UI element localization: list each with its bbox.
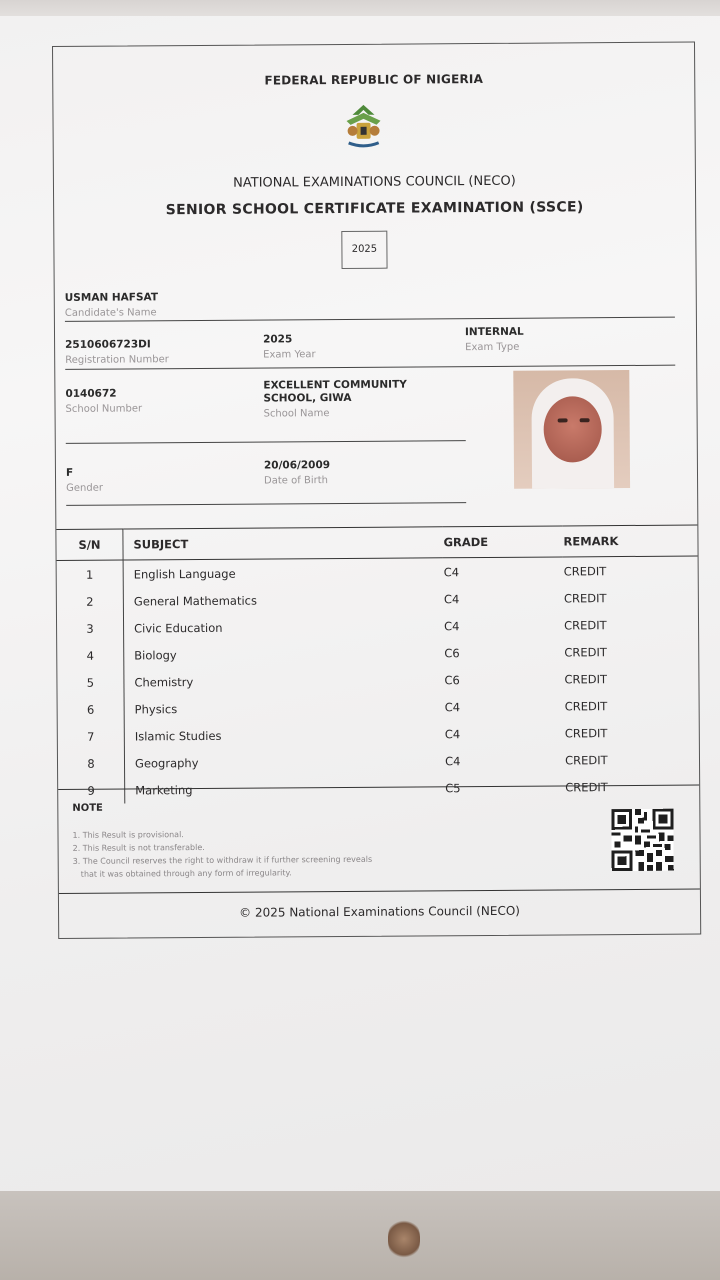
table-header-row xyxy=(56,525,697,560)
paper-sheet xyxy=(0,16,720,1191)
exam-type-field xyxy=(465,326,524,353)
school-name-label: School Name xyxy=(263,408,330,420)
exam-year: 2025 xyxy=(263,333,293,346)
row-remark: CREDIT xyxy=(565,752,608,767)
divider xyxy=(66,440,466,444)
school-name-field xyxy=(263,378,453,419)
row-grade: C4 xyxy=(444,618,460,633)
candidate-name-label: Candidate's Name xyxy=(64,307,157,319)
gender-field xyxy=(66,467,103,494)
note-item: 3. The Council reserves the right to withdraw it if further screening reveals xyxy=(72,854,373,866)
row-subject: English Language xyxy=(123,558,443,588)
row-subject: Islamic Studies xyxy=(124,720,444,749)
reg-number-field xyxy=(65,338,169,366)
row-sn: 1 xyxy=(85,567,94,582)
row-subject: General Mathematics xyxy=(123,585,443,614)
header-sn: S/N xyxy=(56,529,123,560)
row-grade: C4 xyxy=(444,726,461,741)
row-subject: Biology xyxy=(124,639,444,668)
exam-title: SENIOR SCHOOL CERTIFICATE EXAMINATION (SSCE) xyxy=(165,199,584,219)
school-number-field xyxy=(65,387,142,415)
row-subject: Geography xyxy=(124,747,444,776)
reg-number: 2510606723DI xyxy=(65,338,151,351)
school-name: EXCELLENT COMMUNITY SCHOOL, GIWA xyxy=(263,378,407,405)
row-remark: CREDIT xyxy=(563,590,607,605)
row-subject: Marketing xyxy=(125,774,445,803)
row-grade: C4 xyxy=(444,699,461,714)
school-number-label: School Number xyxy=(65,403,143,415)
row-grade: C6 xyxy=(444,672,460,687)
row-remark: CREDIT xyxy=(564,644,607,659)
exam-type: INTERNAL xyxy=(464,325,524,339)
divider xyxy=(65,365,675,370)
row-sn: 9 xyxy=(87,783,95,798)
note-item: 2. This Result is not transferable. xyxy=(72,842,205,853)
row-remark: CREDIT xyxy=(564,617,607,632)
row-grade: C4 xyxy=(443,564,460,579)
row-grade: C4 xyxy=(445,753,461,768)
coat-of-arms-icon xyxy=(338,103,388,151)
school-number: 0140672 xyxy=(65,387,117,400)
header-remark: REMARK xyxy=(562,525,697,557)
dob-label: Date of Birth xyxy=(264,475,328,487)
footer-rule xyxy=(59,888,700,893)
row-sn: 4 xyxy=(86,648,94,663)
note-list xyxy=(72,827,372,881)
divider xyxy=(66,502,466,506)
exam-type-label: Exam Type xyxy=(465,341,520,354)
row-remark: CREDIT xyxy=(563,563,607,578)
reg-number-label: Registration Number xyxy=(65,354,169,366)
row-grade: C4 xyxy=(443,591,460,606)
row-sn: 3 xyxy=(86,621,94,636)
row-grade: C6 xyxy=(444,645,460,660)
row-subject: Physics xyxy=(124,693,444,722)
note-item: that it was obtained through any form of irregularity. xyxy=(80,868,292,879)
row-subject: Chemistry xyxy=(124,666,444,695)
note-item: 1. This Result is provisional. xyxy=(72,830,184,840)
row-sn: 5 xyxy=(86,675,95,690)
note-heading: NOTE xyxy=(72,802,103,814)
council-title: NATIONAL EXAMINATIONS COUNCIL (NECO) xyxy=(233,173,516,191)
row-sn: 7 xyxy=(87,729,95,744)
candidate-name: USMAN HAFSAT xyxy=(64,291,159,304)
row-sn: 2 xyxy=(86,594,94,609)
row-remark: CREDIT xyxy=(565,779,608,794)
gender: F xyxy=(65,466,74,479)
row-sn: 8 xyxy=(87,756,95,771)
date-of-birth: 20/06/2009 xyxy=(263,459,331,472)
result-document xyxy=(52,42,701,939)
country-title: FEDERAL REPUBLIC OF NIGERIA xyxy=(264,71,484,88)
row-remark: CREDIT xyxy=(564,671,608,686)
candidate-photo xyxy=(513,370,630,489)
qr-code-icon xyxy=(610,809,674,871)
exam-year-field xyxy=(263,333,316,360)
results-table xyxy=(56,525,699,804)
row-remark: CREDIT xyxy=(564,725,608,740)
dob-field xyxy=(264,459,330,486)
header-subject: SUBJECT xyxy=(123,527,443,560)
row-sn: 6 xyxy=(86,702,95,717)
exam-year-label: Exam Year xyxy=(263,349,316,361)
row-grade: C5 xyxy=(445,780,461,795)
candidate-name-field xyxy=(65,291,158,319)
gender-label: Gender xyxy=(66,482,103,494)
row-subject: Civic Education xyxy=(123,612,443,641)
header-grade: GRADE xyxy=(442,526,562,558)
row-remark: CREDIT xyxy=(564,698,608,713)
year-box: 2025 xyxy=(341,231,387,269)
stain-mark xyxy=(388,1218,420,1260)
copyright-text: © 2025 National Examinations Council (NECO) xyxy=(239,903,521,920)
